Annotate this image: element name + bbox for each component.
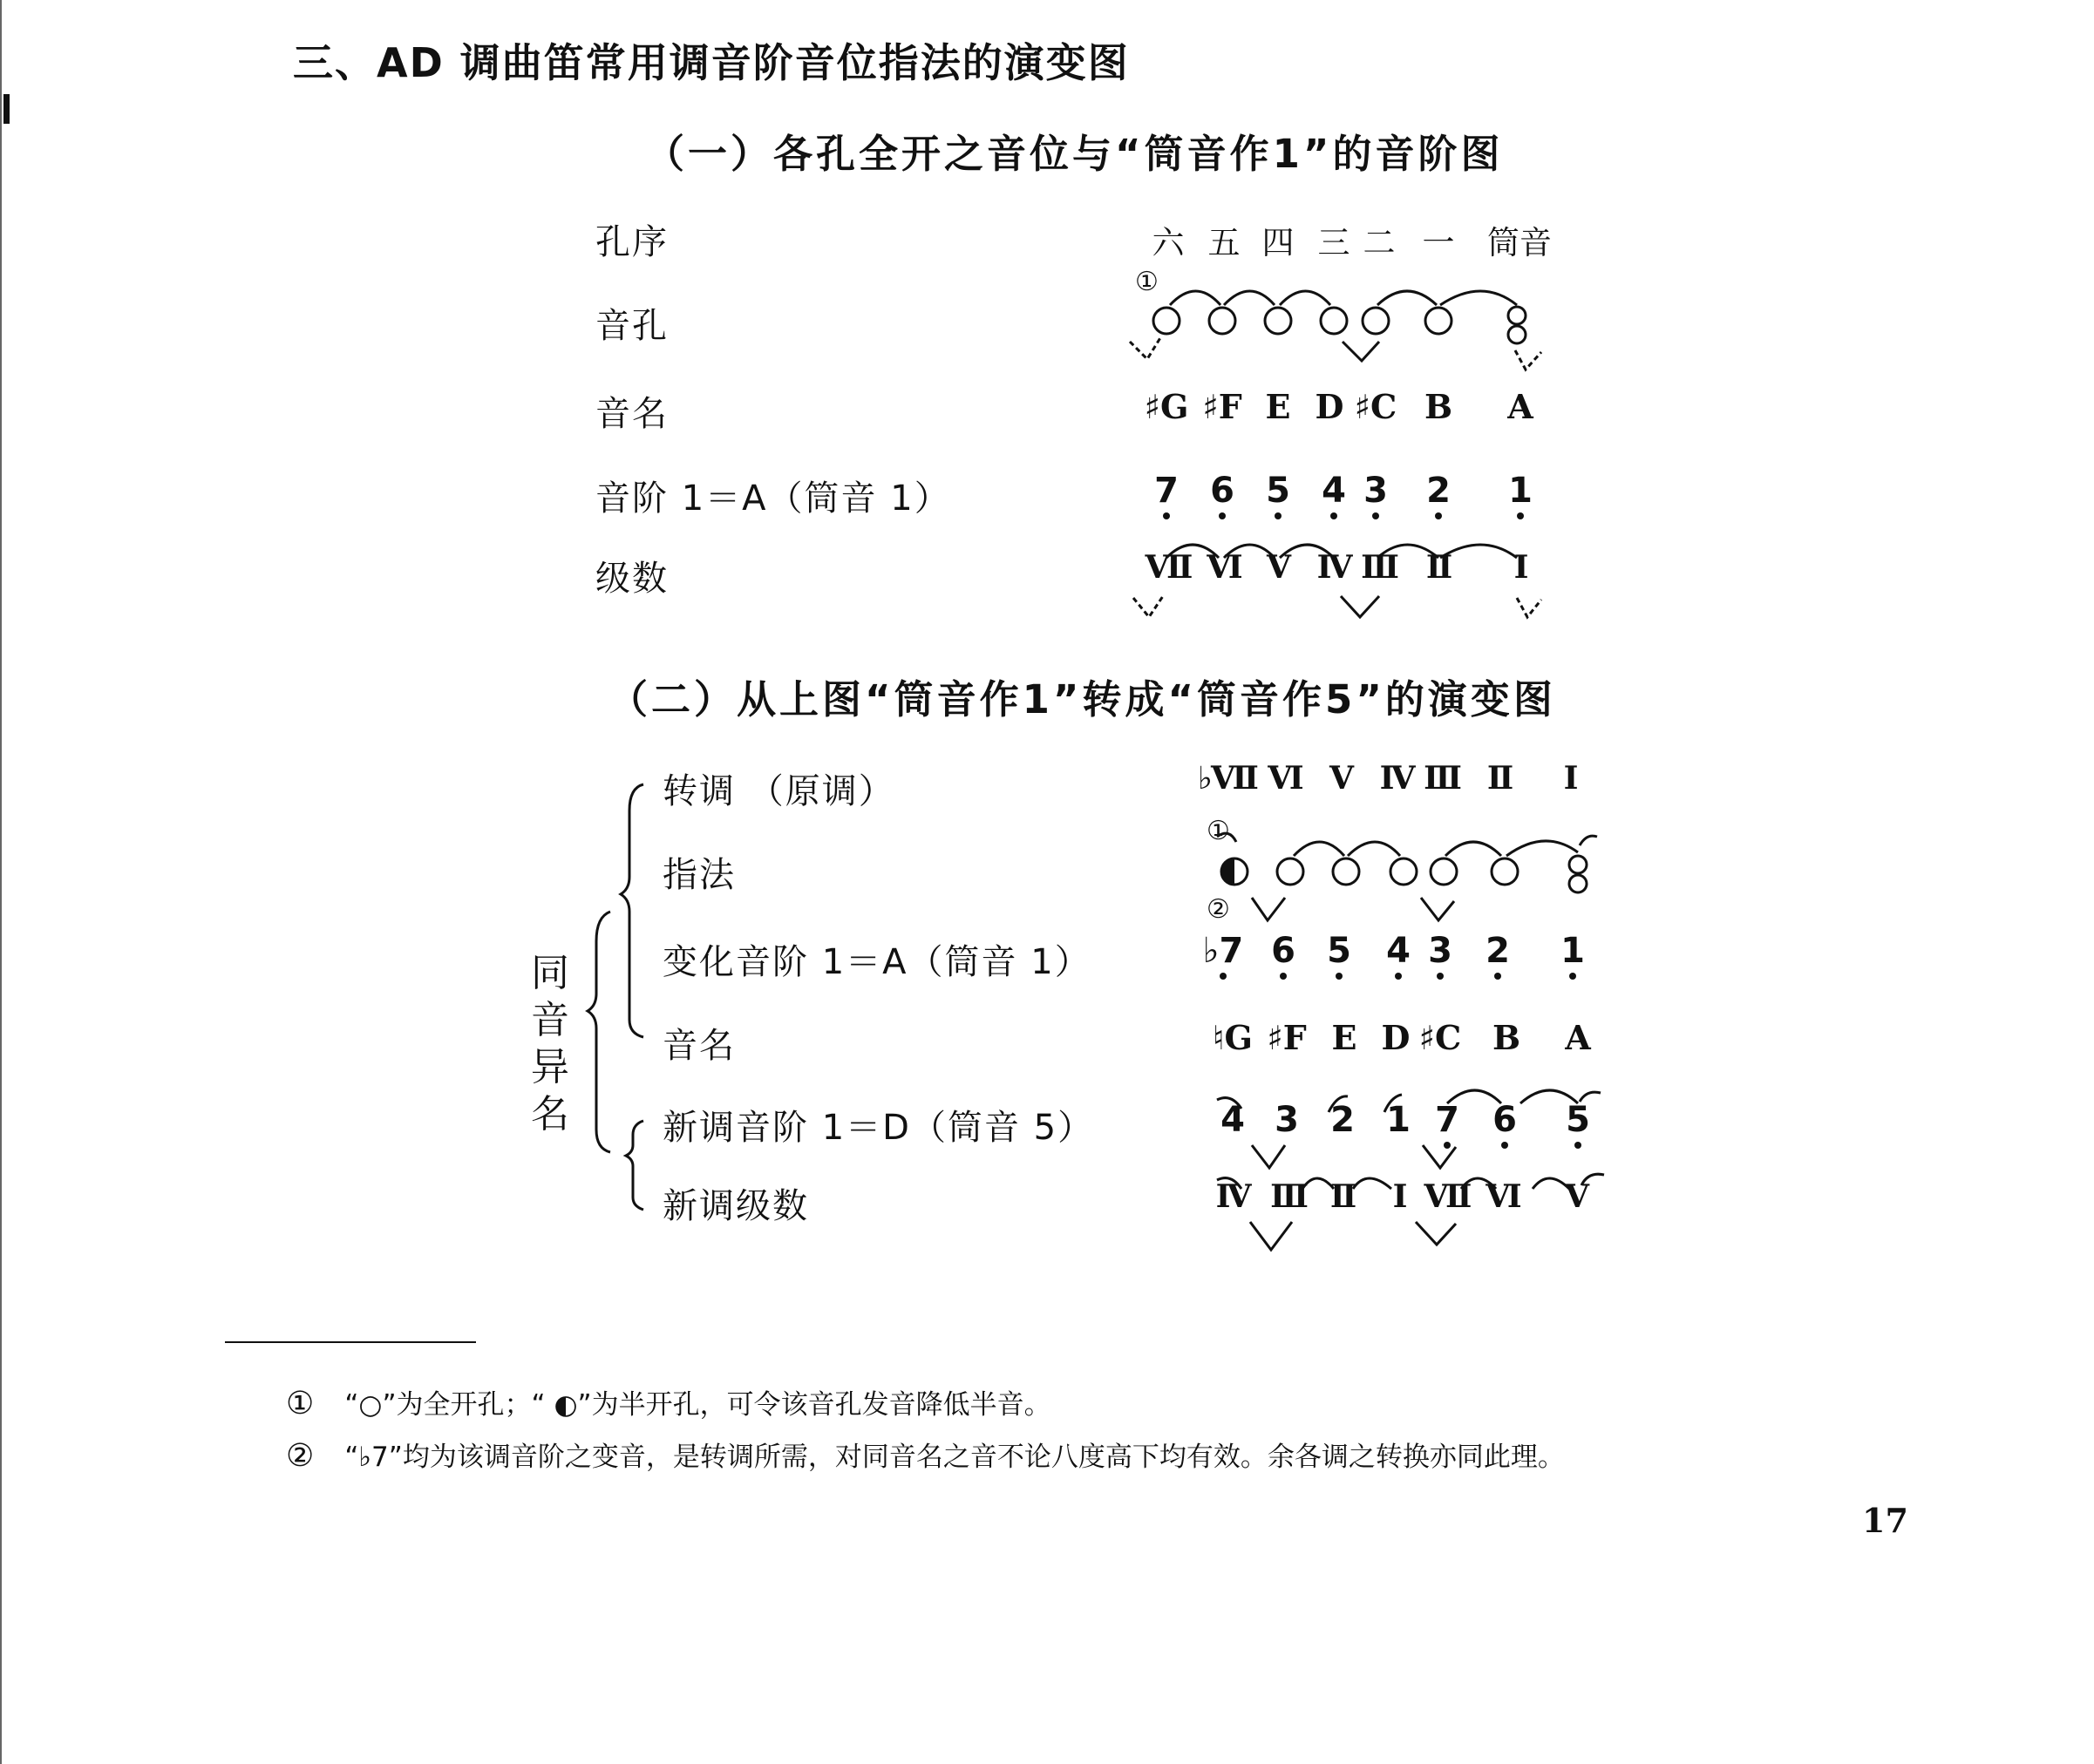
slur-arc	[1580, 1092, 1601, 1102]
footnote-2-number: ②	[286, 1438, 315, 1474]
footnote-marker-2: ②	[1207, 894, 1230, 925]
enharmonic-label: 同音异名	[531, 951, 569, 1136]
scale-digit: 5	[1261, 471, 1295, 519]
new-scale-digit: 4	[1220, 1100, 1245, 1140]
hole-header: 三	[1317, 224, 1350, 261]
slur-arc	[1533, 1178, 1569, 1189]
label-new-degrees: 新调级数	[663, 1186, 809, 1226]
changed-digit: 3	[1423, 931, 1458, 980]
slur-arc	[1377, 291, 1437, 305]
new-scale-digit: 3	[1275, 1100, 1299, 1140]
degree: Ⅳ	[1316, 549, 1351, 586]
new-degree: Ⅱ	[1329, 1178, 1356, 1215]
half-open-hole-icon	[1221, 858, 1234, 885]
open-hole-icon	[1390, 858, 1417, 885]
slur-arc	[1580, 836, 1597, 845]
slur-arc	[1280, 291, 1330, 305]
degree: Ⅰ	[1513, 549, 1527, 586]
label-modulation: 转调 （原调）	[663, 771, 895, 811]
slur-arc	[1440, 291, 1517, 305]
slur-arc	[1506, 841, 1578, 856]
slur-arc	[1217, 1098, 1241, 1109]
mod-degree: ♭Ⅶ	[1198, 760, 1257, 797]
scale-digit: 6	[1205, 471, 1240, 519]
scale-digit: 4	[1316, 471, 1351, 519]
check-mark	[1343, 342, 1379, 361]
note-name-2: ♮G	[1212, 1018, 1254, 1057]
scale-digit: 7	[1149, 471, 1184, 519]
label-scale: 音阶 1＝A（筒音 1）	[595, 478, 951, 519]
slur-arc	[1302, 1178, 1334, 1189]
slur-arc	[1353, 1178, 1391, 1189]
mod-degree: Ⅵ	[1268, 760, 1302, 797]
label-fingering: 指法	[663, 855, 736, 895]
changed-digit: 2	[1480, 931, 1515, 980]
slur-arc	[1377, 545, 1438, 558]
check-mark	[1252, 898, 1285, 920]
new-degree: Ⅲ	[1270, 1178, 1307, 1215]
footnote-1	[286, 1382, 1051, 1421]
open-hole-icon	[1363, 308, 1389, 334]
check-mark	[1250, 1222, 1292, 1250]
open-hole-icon	[1425, 308, 1452, 334]
degree: Ⅵ	[1207, 549, 1241, 586]
mod-degree: Ⅱ	[1486, 760, 1513, 797]
new-degree: Ⅳ	[1215, 1178, 1250, 1215]
note-name: D	[1315, 387, 1344, 426]
slur-arc	[1294, 842, 1344, 856]
hole-header: 一	[1422, 224, 1455, 261]
new-scale-digit: 7	[1430, 1100, 1465, 1149]
brace	[621, 784, 643, 1037]
new-scale-digit: 6	[1487, 1100, 1522, 1149]
check-mark	[1341, 596, 1379, 617]
open-hole-icon	[1277, 858, 1303, 885]
new-degree: Ⅰ	[1392, 1178, 1406, 1215]
new-scale-digit: 1	[1386, 1100, 1411, 1140]
check-mark	[1423, 1145, 1456, 1168]
label-changed-scale: 变化音阶 1＝A（筒音 1）	[663, 942, 1091, 982]
check-mark	[1421, 898, 1454, 920]
degree: Ⅱ	[1425, 549, 1452, 586]
slur-arc	[1166, 545, 1219, 558]
degree: Ⅶ	[1145, 549, 1192, 586]
open-hole-icon	[1265, 308, 1291, 334]
slur-arc	[1329, 1096, 1348, 1112]
slur-arc	[1440, 545, 1517, 558]
new-degree: Ⅵ	[1486, 1178, 1520, 1215]
new-scale-digit: 2	[1330, 1100, 1355, 1140]
check-mark	[1517, 598, 1541, 617]
hole-header: 六	[1152, 224, 1185, 261]
mod-degree: Ⅲ	[1424, 760, 1460, 797]
note-name-2: ♯C	[1418, 1018, 1462, 1057]
open-hole-icon	[1333, 858, 1359, 885]
footnote-2-text: “♭7”均为该调音阶之变音，是转调所需，对同音名之音不论八度高下均有效。余各调之转换亦同此理。	[344, 1442, 1565, 1473]
slur-arc	[1520, 1090, 1578, 1103]
hole-header: 筒音	[1487, 224, 1552, 261]
footnote-marker-1b: ①	[1207, 816, 1230, 846]
check-mark	[1416, 1222, 1456, 1245]
note-name-2: A	[1565, 1018, 1591, 1057]
changed-digit: 1	[1555, 931, 1590, 980]
slur-arc	[1447, 1090, 1501, 1103]
footnote-2	[286, 1435, 1565, 1474]
slur-arc	[1224, 291, 1275, 305]
footnote-1-text: “○”为全开孔；“ ◐”为半开孔，可令该音孔发音降低半音。	[344, 1389, 1051, 1421]
note-name-2: E	[1331, 1018, 1357, 1057]
label-note-names-2: 音名	[663, 1026, 736, 1066]
label-note-names: 音名	[595, 394, 669, 434]
note-name-2: D	[1381, 1018, 1411, 1057]
note-name: E	[1265, 387, 1291, 426]
check-mark	[1252, 1145, 1285, 1168]
label-holes: 音孔	[595, 306, 669, 346]
section2-title: （二）从上图“筒音作1”转成“筒音作5”的演变图	[608, 676, 1556, 723]
scale-digit: 1	[1503, 471, 1538, 519]
note-name: ♯F	[1202, 387, 1242, 426]
slur-arc	[1280, 545, 1334, 558]
label-hole-order: 孔序	[595, 222, 669, 262]
mod-degree: Ⅳ	[1379, 760, 1414, 797]
slur-arc	[1445, 842, 1501, 856]
changed-digit: ♭7	[1201, 931, 1245, 980]
new-scale-digit: 5	[1560, 1100, 1595, 1149]
note-name: ♯C	[1354, 387, 1397, 426]
footnote-marker-1: ①	[1135, 267, 1159, 297]
slur-arc	[1217, 833, 1236, 842]
open-hole-icon	[1492, 858, 1518, 885]
new-degree: Ⅶ	[1424, 1178, 1471, 1215]
note-name: B	[1424, 387, 1453, 426]
slur-arc	[1384, 1095, 1402, 1112]
scale-digit: 3	[1358, 471, 1393, 519]
note-name-2: ♯F	[1267, 1018, 1307, 1057]
slur-arc	[1170, 291, 1220, 305]
check-mark	[1133, 596, 1163, 617]
slur-arc	[1581, 1174, 1604, 1185]
new-degree: Ⅴ	[1565, 1178, 1587, 1215]
open-hole-icon	[1569, 856, 1587, 873]
slur-arc	[1348, 842, 1400, 856]
changed-digit: 4	[1381, 931, 1416, 980]
page-heading: 三、AD 调曲笛常用调音阶音位指法的演变图	[293, 39, 1130, 86]
slur-arc	[1461, 1178, 1496, 1189]
open-hole-icon	[1508, 326, 1526, 343]
check-mark	[1515, 350, 1541, 370]
mod-degree: Ⅰ	[1563, 760, 1577, 797]
open-hole-icon	[1508, 307, 1526, 324]
check-mark	[1130, 336, 1161, 359]
open-hole-icon	[1153, 308, 1180, 334]
brace	[626, 1121, 643, 1210]
note-name: ♯G	[1144, 387, 1189, 426]
open-hole-icon	[1569, 875, 1587, 892]
degree: Ⅴ	[1267, 549, 1289, 586]
changed-digit: 5	[1322, 931, 1356, 980]
label-new-scale: 新调音阶 1＝D（筒音 5）	[663, 1108, 1095, 1148]
footnote-1-number: ①	[286, 1386, 315, 1421]
note-name-2: B	[1492, 1018, 1521, 1057]
page-number: 17	[1862, 1501, 1908, 1540]
open-hole-icon	[1321, 308, 1347, 334]
slur-arc	[1224, 545, 1275, 558]
open-hole-icon	[1431, 858, 1457, 885]
section1-title: （一）各孔全开之音位与“筒音作1”的音阶图	[645, 131, 1504, 177]
hole-header: 四	[1261, 224, 1295, 261]
mod-degree: Ⅴ	[1329, 760, 1352, 797]
scale-digit: 2	[1421, 471, 1456, 519]
hole-header: 二	[1363, 224, 1396, 261]
note-name: A	[1507, 387, 1533, 426]
hole-header: 五	[1207, 224, 1241, 261]
brace	[588, 912, 610, 1152]
label-degrees: 级数	[595, 559, 669, 599]
degree: Ⅲ	[1361, 549, 1397, 586]
open-hole-icon	[1209, 308, 1235, 334]
slur-arc	[1217, 1178, 1241, 1189]
changed-digit: 6	[1266, 931, 1301, 980]
